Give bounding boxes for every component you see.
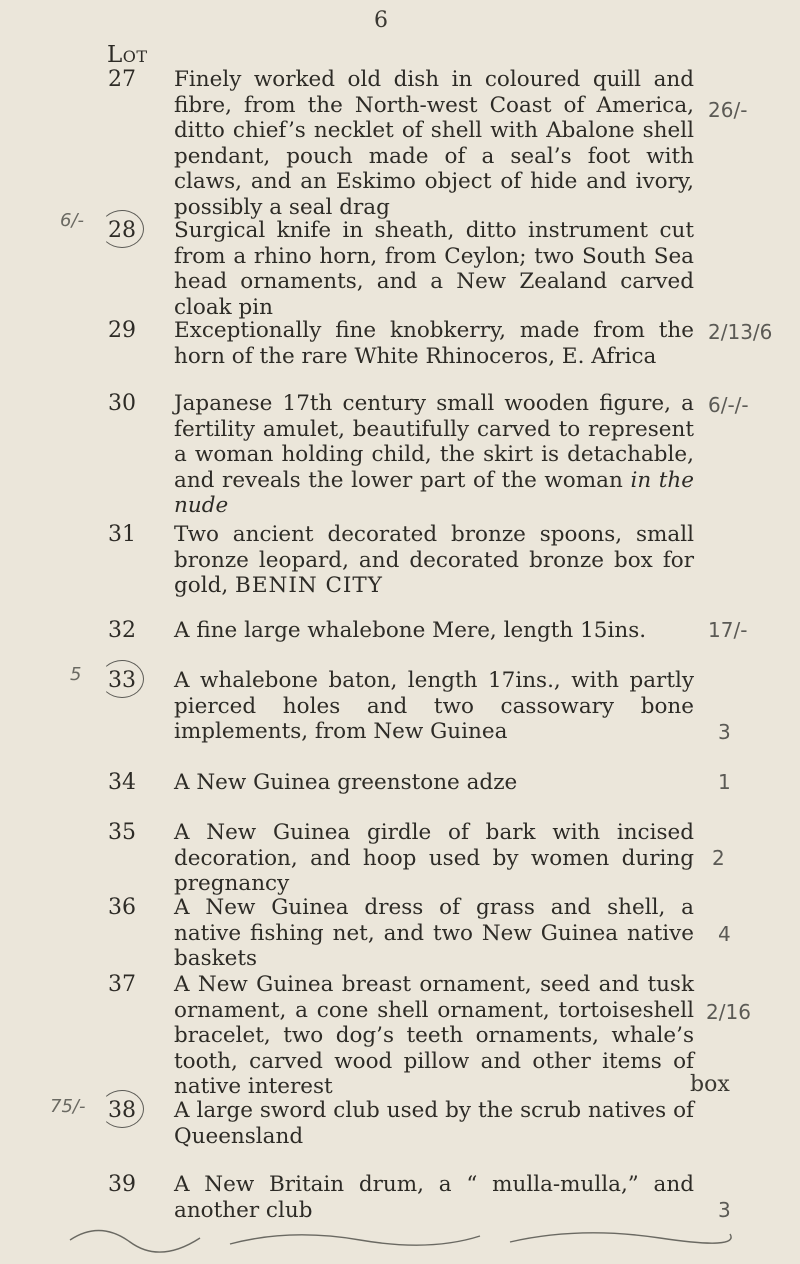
lot-description: A New Guinea dress of grass and shell, a native fishing net, and two New Guinea native baskets: [174, 895, 694, 971]
lot-number: 38: [108, 1098, 136, 1123]
handwritten-price: 26/-: [708, 98, 748, 122]
lot-description: A whalebone baton, length 17ins., with partly pierced holes and two cassowary bone implements, from New Guinea: [174, 668, 694, 744]
pencil-circle: [100, 1090, 144, 1128]
handwritten-price: 3: [718, 1198, 731, 1222]
lot-description-main: Two ancient decorated bronze spoons, small bronze leopard, and decorated bronze box for gold,: [174, 522, 694, 598]
lot-number: 39: [108, 1172, 136, 1197]
lot-number: 37: [108, 972, 136, 997]
handwritten-margin-note: 6/-: [60, 210, 85, 231]
handwritten-price: 2/13/6: [708, 320, 773, 344]
handwritten-margin-note: 75/-: [50, 1096, 86, 1117]
lot-description: Surgical knife in sheath, ditto instrument cut from a rhino horn, from Ceylon; two South Sea head ornaments, and a New Zealand carved cloak pin: [174, 218, 694, 320]
page-number: 6: [374, 8, 388, 33]
lot-description: Finely worked old dish in coloured quill and fibre, from the North-west Coast of America, ditto chief’s necklet of shell with Abalone shell pendant, pouch made of a seal’s foot with claws, and an Eskimo object of hide and ivory, possibly a seal drag: [174, 67, 694, 220]
handwritten-price: 2/16: [706, 1000, 751, 1024]
lot-number: 31: [108, 522, 136, 547]
lot-description-italic: in the nude: [174, 467, 694, 518]
lot-description-main: Japanese 17th century small wooden figure, a fertility amulet, beautifully carved to represent a woman holding child, the skirt is detachable, and reveals the lower part of the woman: [174, 391, 694, 493]
lot-column-header: Lot: [107, 42, 148, 68]
lot-number: 29: [108, 318, 136, 343]
handwritten-price: 17/-: [708, 618, 748, 642]
lot-description: A New Guinea breast ornament, seed and tusk ornament, a cone shell ornament, tortoiseshell bracelet, two dog’s teeth ornaments, whale’s tooth, carved wood pillow and other items of native interest: [174, 972, 694, 1099]
lot-description: A New Britain drum, a “ mulla-mulla,” and another club: [174, 1172, 694, 1223]
lot-description-place: BENIN CITY: [235, 573, 383, 598]
handwritten-price: 3: [718, 720, 731, 744]
handwritten-price: 6/-/-: [708, 393, 749, 417]
lot-number: 36: [108, 895, 136, 920]
lot-description: [174, 391, 694, 519]
lot-description: A fine large whalebone Mere, length 15ins.: [174, 618, 647, 643]
lot-number: 30: [108, 391, 136, 416]
lot-number: 33: [108, 668, 136, 693]
handwritten-price: 2: [712, 846, 725, 870]
handwritten-price: 4: [718, 922, 731, 946]
pencil-circle: [100, 210, 144, 248]
lot-description: A New Guinea greenstone adze: [174, 770, 518, 795]
lot-number: 28: [108, 218, 136, 243]
lot-description: A large sword club used by the scrub natives of Queensland: [174, 1098, 694, 1149]
lot-description: Exceptionally fine knobkerry, made from the horn of the rare White Rhinoceros, E. Africa: [174, 318, 694, 369]
lot-number: 27: [108, 67, 136, 92]
pencil-scribble: [60, 1220, 740, 1260]
pencil-circle: [100, 660, 144, 698]
lot-description: A New Guinea girdle of bark with incised decoration, and hoop used by women during pregnancy: [174, 820, 694, 896]
lot-number: 35: [108, 820, 136, 845]
handwritten-margin-note: 5: [70, 664, 82, 685]
lot-number: 32: [108, 618, 136, 643]
handwritten-price: 1: [718, 770, 731, 794]
lot-number: 34: [108, 770, 136, 795]
handwritten-price: box: [690, 1072, 730, 1097]
lot-description: [174, 522, 694, 599]
